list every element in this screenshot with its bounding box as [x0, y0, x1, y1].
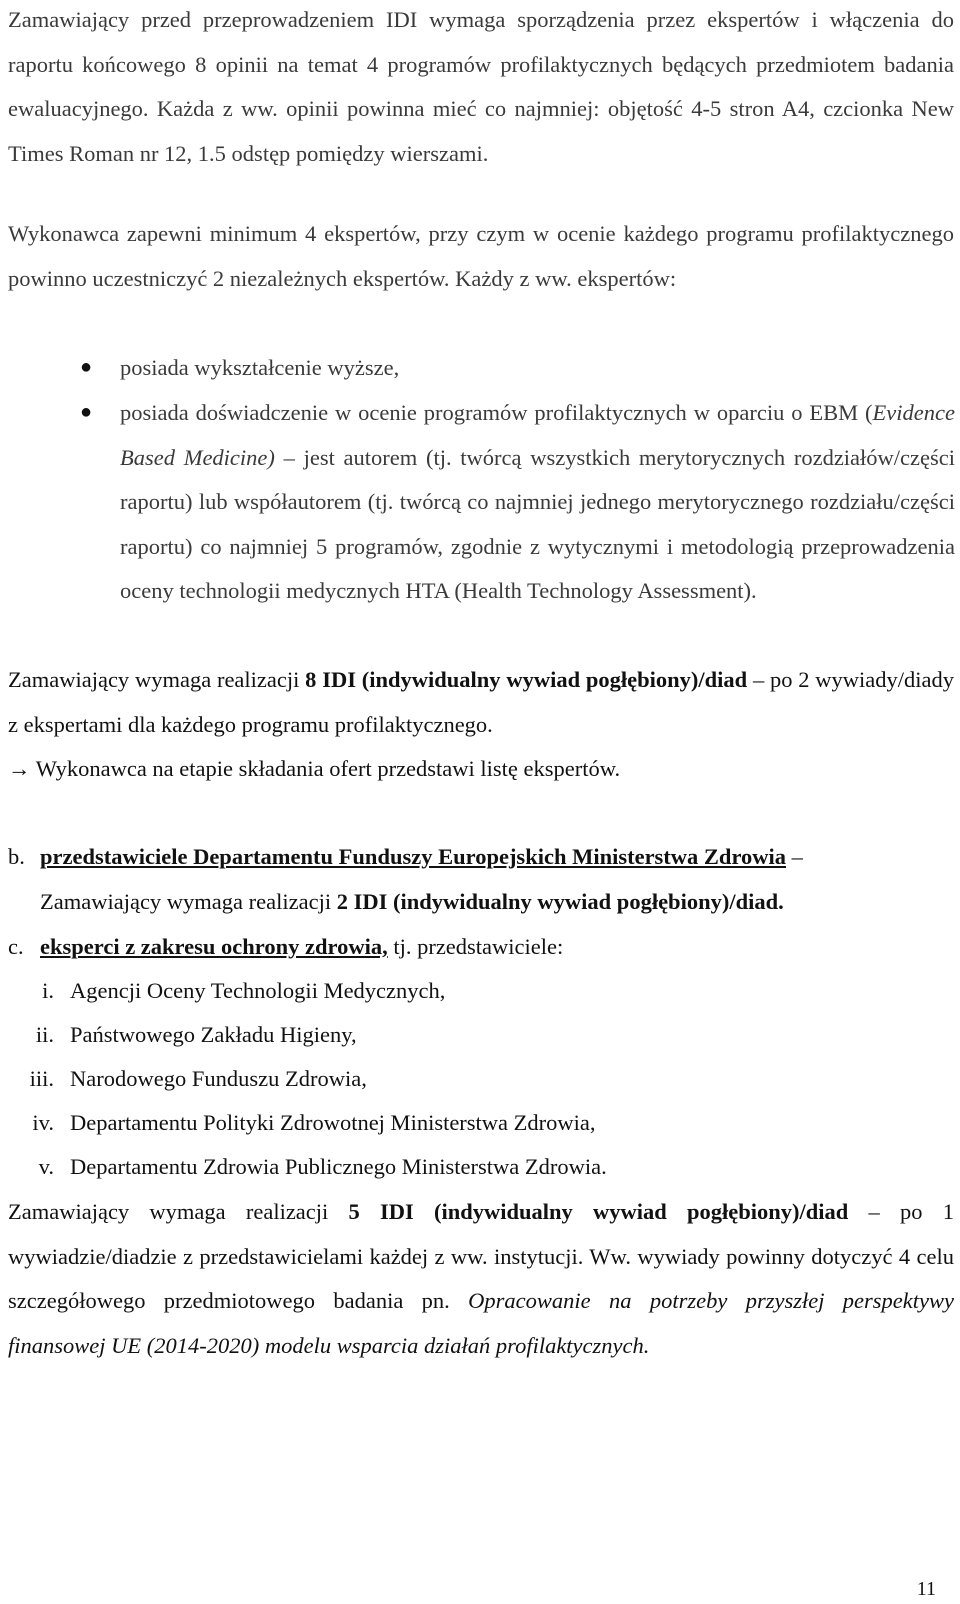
section-c-marker: c.: [8, 934, 24, 959]
paragraph-idi-institutions-pre: Zamawiający wymaga realizacji: [8, 1199, 349, 1224]
paragraph-expert-requirements: Wykonawca zapewni minimum 4 ekspertów, przy czym w ocenie każdego programu profilaktycznego powinno uczestniczyć 2 niezależnych ekspertów. Każdy z ww. ekspertów:: [8, 221, 954, 291]
section-c-title: eksperci z zakresu ochrony zdrowia,: [40, 934, 388, 959]
bullet-item-experience: [120, 391, 955, 614]
bullet-item-experience-rest: – jest autorem (tj. twórcą wszystkich merytorycznych rozdziałów/części raportu) lub współautorem (tj. twórcą co najmniej jednego merytorycznego rozdziału/części raportu) co najmniej 5 programów, zgodnie z wytycznymi i metodologią przeprowadzenia oceny technologii medycznych HTA (Health Technology Assessment).: [120, 444, 955, 603]
list-item-marker: iv.: [32, 1110, 54, 1135]
list-item: Agencji Oceny Technologii Medycznych,: [70, 978, 446, 1003]
list-item-marker: iii.: [29, 1066, 54, 1091]
section-b-marker: b.: [8, 844, 25, 869]
bullet-item-education: posiada wykształcenie wyższe,: [120, 355, 400, 380]
list-item-marker: v.: [38, 1154, 54, 1179]
page-number: 11: [916, 1578, 936, 1600]
paragraph-idi-experts: [8, 658, 954, 747]
section-b-requirement: [40, 880, 784, 925]
list-item: Departamentu Polityki Zdrowotnej Ministerstwa Zdrowia,: [70, 1110, 596, 1135]
paragraph-idi-institutions: [8, 1190, 954, 1368]
list-item: Narodowego Funduszu Zdrowia,: [70, 1066, 367, 1091]
paragraph-idi-institutions-bold: 5 IDI (indywidualny wywiad pogłębiony)/diad: [348, 1199, 849, 1224]
list-item-marker: i.: [42, 978, 54, 1003]
paragraph-idi-experts-bold: 8 IDI (indywidualny wywiad pogłębiony)/diad: [305, 667, 748, 692]
section-b-heading: [40, 835, 803, 880]
section-c-heading: [40, 925, 563, 970]
paragraph-expert-opinions: Zamawiający przed przeprowadzeniem IDI wymaga sporządzenia przez ekspertów i włączenia do raportu końcowego 8 opinii na temat 4 programów profilaktycznych będących przedmiotem badania ewaluacyjnego. Każda z ww. opinii powinna mieć co najmniej: objętość 4-5 stron A4, czcionka New Times Roman nr 12, 1.5 odstęp pomiędzy wierszami.: [8, 7, 954, 166]
paragraph-idi-experts-pre: Zamawiający wymaga realizacji: [8, 667, 306, 692]
section-c-rest: tj. przedstawiciele:: [387, 934, 564, 959]
section-b-requirement-pre: Zamawiający wymaga realizacji: [40, 889, 337, 914]
paragraph-idi-institutions-mid: – po 1 wywiadzie/diadzie z przedstawicielami każdej z ww. instytucji. Ww. wywiady powinny dotyczyć 4 celu szczegółowego przedmiotowego badania pn.: [8, 1199, 954, 1313]
list-item: Państwowego Zakładu Higieny,: [70, 1022, 357, 1047]
paragraph-idi-institutions-italic: Opracowanie na potrzeby przyszłej perspektywy finansowej UE (2014-2020) modelu wsparcia działań profilaktycznych.: [8, 1288, 954, 1358]
list-item: Departamentu Zdrowia Publicznego Ministerstwa Zdrowia.: [70, 1154, 607, 1179]
section-b-requirement-bold: 2 IDI (indywidualny wywiad pogłębiony)/diad.: [336, 889, 784, 914]
bullet-item-experience-italic: Evidence Based Medicine): [120, 400, 955, 470]
section-b-title: przedstawiciele Departamentu Funduszy Europejskich Ministerstwa Zdrowia: [40, 844, 787, 869]
bullet-icon: ●: [80, 356, 93, 378]
paragraph-expert-list-note: → Wykonawca na etapie składania ofert przedstawi listę ekspertów.: [8, 756, 621, 781]
list-item-marker: ii.: [35, 1022, 54, 1047]
bullet-icon: ●: [80, 401, 93, 423]
section-b-dash: –: [786, 844, 803, 869]
bullet-item-experience-text: posiada doświadczenie w ocenie programów profilaktycznych w oparciu o EBM (: [120, 400, 873, 425]
paragraph-idi-experts-post: – po 2 wywiady/diady z ekspertami dla każdego programu profilaktycznego.: [8, 667, 954, 737]
